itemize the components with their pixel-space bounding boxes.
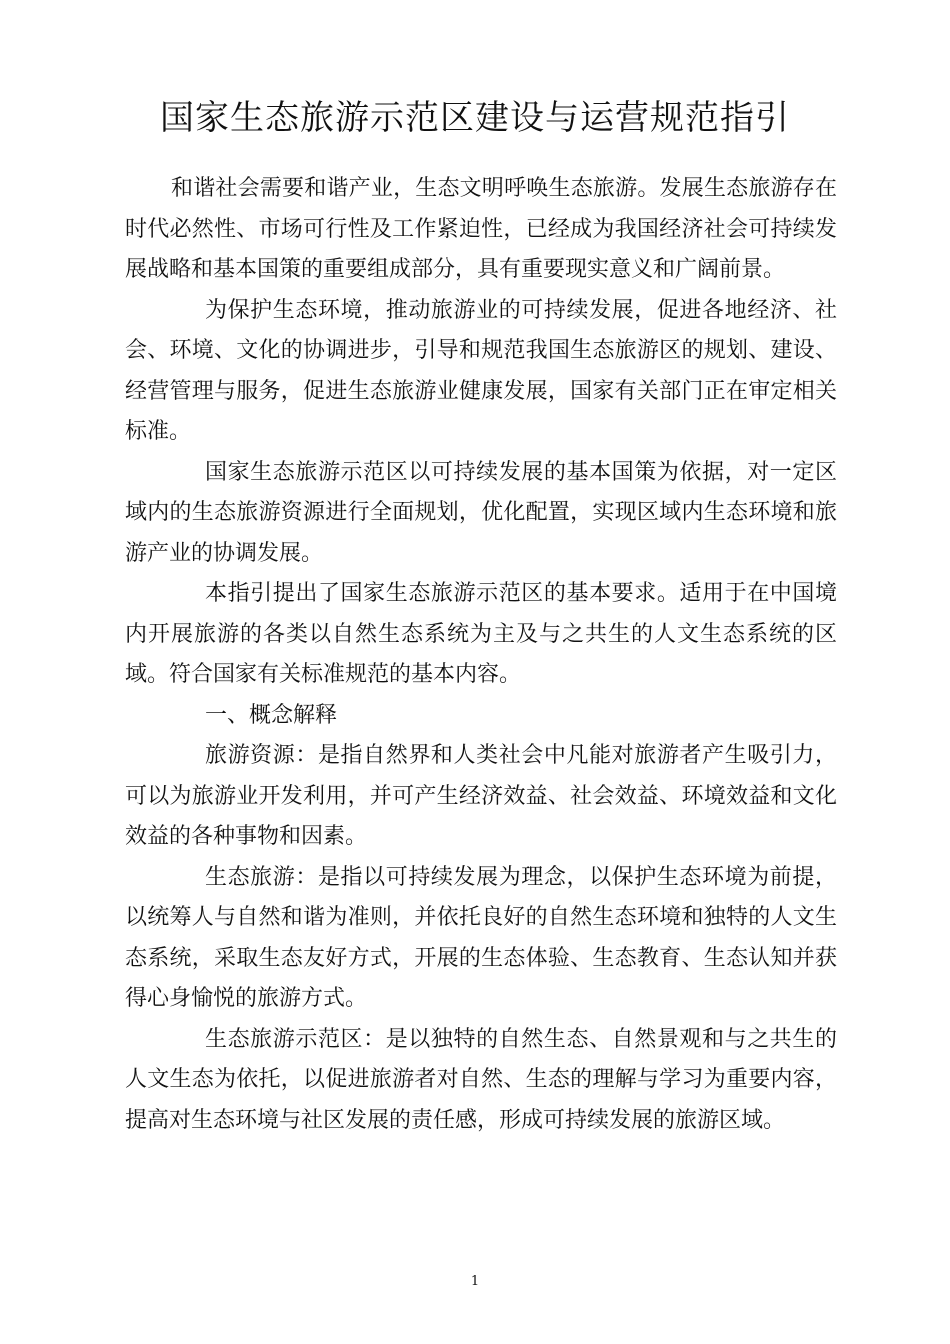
section-heading: 一、概念解释 xyxy=(205,702,338,728)
intro-paragraph: 和谐社会需要和谐产业，生态文明呼唤生态旅游。发展生态旅游存在时代必然性、市场可行性及工作紧迫性，已经成为我国经济社会可持续发展战略和基本国策的重要组成部分，具有重要现实意义和广阔前景。 xyxy=(125,176,837,282)
demonstration-zone-paragraph: 生态旅游示范区：是以独特的自然生态、自然景观和与之共生的人文生态为依托，以促进旅游者对自然、生态的理解与学习为重要内容，提高对生态环境与社区发展的责任感，形成可持续发展的旅游区域。 xyxy=(125,1026,837,1133)
eco-tourism-paragraph: 生态旅游：是指以可持续发展为理念，以保护生态环境为前提，以统筹人与自然和谐为准则，并依托良好的自然生态环境和独特的人文生态系统，采取生态友好方式，开展的生态体验、生态教育、生态认知并获得心身愉悦的旅游方式。 xyxy=(125,864,837,1011)
document-title: 国家生态旅游示范区建设与运营规范指引 xyxy=(160,98,790,138)
tourism-resources-paragraph: 旅游资源：是指自然界和人类社会中凡能对旅游者产生吸引力，可以为旅游业开发利用，并可产生经济效益、社会效益、环境效益和文化效益的各种事物和因素。 xyxy=(125,743,837,849)
purpose-paragraph: 为保护生态环境，推动旅游业的可持续发展，促进各地经济、社会、环境、文化的协调进步，引导和规范我国生态旅游区的规划、建设、经营管理与服务，促进生态旅游业健康发展，国家有关部门正在审定相关标准。 xyxy=(125,297,837,444)
definition-paragraph: 国家生态旅游示范区以可持续发展的基本国策为依据，对一定区域内的生态旅游资源进行全面规划，优化配置，实现区域内生态环境和旅游产业的协调发展。 xyxy=(125,459,837,566)
document-body xyxy=(125,169,837,1141)
page-number: 1 xyxy=(470,1274,480,1289)
scope-paragraph: 本指引提出了国家生态旅游示范区的基本要求。适用于在中国境内开展旅游的各类以自然生态系统为主及与之共生的人文生态系统的区域。符合国家有关标准规范的基本内容。 xyxy=(125,581,837,687)
